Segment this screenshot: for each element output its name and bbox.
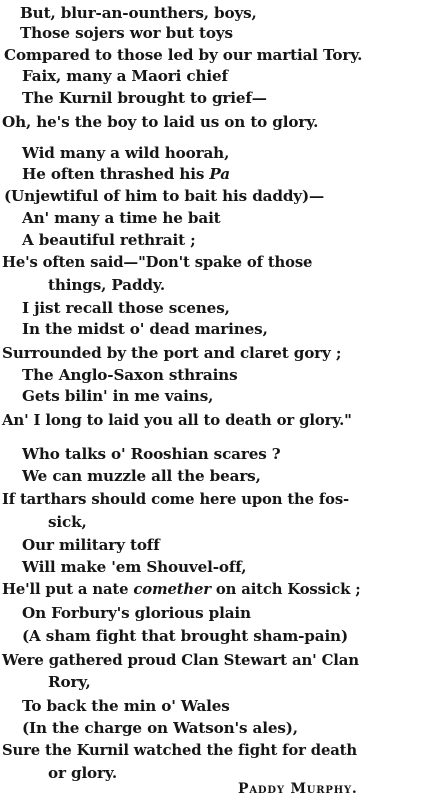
poem-line — [2, 580, 361, 600]
poem-line: (A sham fight that brought sham-pain) — [22, 627, 348, 645]
poem-line: Faix, many a Maori chief — [22, 67, 228, 85]
author-signature: Paddy Murphy. — [238, 781, 358, 797]
poem-line: sick, — [48, 513, 87, 531]
poem-line: Gets bilin' in me vains, — [22, 387, 214, 405]
poem-line: If tarthars should come here upon the fos- — [2, 491, 350, 508]
poem-line: He's often said—"Don't spake of those — [2, 254, 313, 271]
poem-line-text: He'll put a nate — [2, 581, 134, 598]
poem-line-italic: Pa — [209, 165, 230, 183]
poem-line: A beautiful rethrait ; — [22, 231, 196, 249]
poem-line: Sure the Kurnil watched the fight for death — [2, 742, 357, 759]
poem-line-text: on aitch Kossick ; — [210, 581, 361, 598]
poem-line: Wid many a wild hoorah, — [22, 144, 230, 162]
poem-line: Rory, — [48, 673, 91, 691]
poem-line: (In the charge on Watson's ales), — [22, 719, 298, 737]
poem-line: or glory. — [48, 764, 117, 782]
poem-line: But, blur-an-ounthers, boys, — [20, 4, 257, 22]
poem-line: The Kurnil brought to grief— — [22, 89, 267, 107]
poem-line: I jist recall those scenes, — [22, 299, 230, 317]
poem-line: (Unjewtiful of him to bait his daddy)— — [4, 187, 325, 205]
poem-line: To back the min o' Wales — [22, 697, 230, 715]
poem-line: Will make 'em Shouvel-off, — [22, 558, 247, 576]
poem-line: Were gathered proud Clan Stewart an' Clan — [2, 651, 359, 669]
poem-line: On Forbury's glorious plain — [22, 604, 251, 622]
poem-line: Compared to those led by our martial Tory. — [4, 46, 363, 64]
poem-line: In the midst o' dead marines, — [22, 320, 268, 338]
poem-line: The Anglo-Saxon sthrains — [22, 366, 238, 384]
poem-line — [22, 164, 230, 184]
poem-line: An' many a time he bait — [22, 209, 221, 227]
poem-line: things, Paddy. — [48, 276, 165, 294]
poem-line: Who talks o' Rooshian scares ? — [22, 445, 281, 463]
poem-line: An' I long to laid you all to death or glory." — [2, 411, 352, 429]
poem-line: Those sojers wor but toys — [20, 24, 233, 42]
poem-line-text: He often thrashed his — [22, 165, 210, 183]
poem-line: Surrounded by the port and claret gory ; — [2, 344, 342, 362]
poem-line-italic: comether — [133, 581, 211, 598]
poem-line: We can muzzle all the bears, — [22, 467, 261, 485]
poem-line: Our military toff — [22, 536, 160, 554]
poem-line: Oh, he's the boy to laid us on to glory. — [2, 113, 319, 131]
